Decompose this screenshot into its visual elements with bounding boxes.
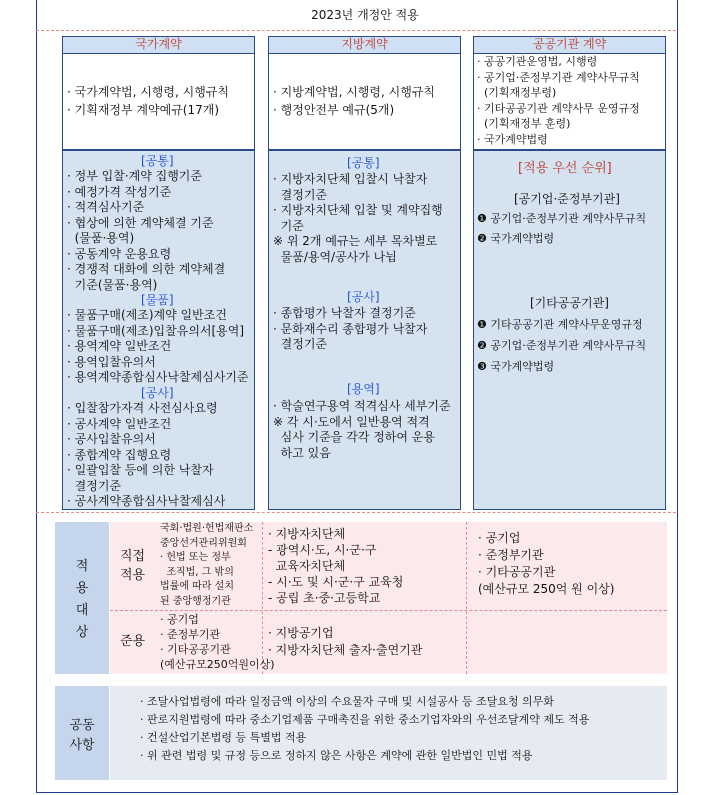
list-item: · 지방자치단체	[268, 527, 346, 541]
list-item: · 적격심사기준	[67, 200, 145, 214]
page-title: 2023년 개정안 적용	[311, 8, 419, 22]
list-item: (기획재정부 훈령)	[477, 117, 571, 130]
list-item: (물품·용역)	[67, 231, 135, 245]
divider	[36, 30, 676, 31]
list-item: · 판로지원법령에 따라 중소기업제품 구매촉진을 위한 중소기업자와의 우선조달계약 제도 적용	[140, 713, 590, 726]
list-item: · 기타공공기관	[160, 643, 231, 656]
list-item: · 지방공기업	[268, 626, 334, 640]
list-item: ❷ 공기업·준정부기관 계약사무규칙	[477, 339, 647, 352]
list-item: - 광역시·도, 시·군·구	[268, 543, 377, 557]
list-item: · 용역계약 일반조건	[67, 339, 172, 353]
scope-label: 적 용 대 상	[55, 522, 109, 674]
list-item: ❶ 공기업·준정부기관 계약사무규칙	[477, 212, 647, 225]
local-law-1: · 지방계약법, 시행령, 시행규칙	[273, 85, 435, 99]
local-laws-box	[268, 54, 461, 150]
list-item: · 일괄입찰 등에 의한 낙찰자	[67, 463, 214, 477]
list-item: · 기타공공기관 계약사무 운영규정	[477, 101, 640, 115]
list-item: 조직법, 그 밖의	[160, 566, 234, 578]
list-item: 물품/용역/공사가 나뉨	[273, 249, 397, 264]
list-item: · 공기업	[478, 531, 521, 545]
list-item: · 종합평가 낙찰자 결정기준	[273, 306, 416, 320]
list-item: · 지방자치단체 입찰 및 계약집행	[273, 203, 443, 217]
public-group1-title: [공기업·준정부기관]	[514, 192, 620, 206]
list-item: · 공공기관운영법, 시행령	[477, 55, 598, 68]
list-item: - 공립 초·중·고등학교	[268, 591, 381, 605]
list-item: 하고 있음	[273, 445, 331, 460]
list-item: · 입찰참가자격 사전심사요령	[67, 401, 218, 415]
list-item: 기준	[273, 218, 304, 233]
list-item: (예산규모 250억 원 이상)	[478, 582, 615, 596]
local-body	[268, 150, 461, 510]
national-goods-title: [물품]	[141, 293, 174, 307]
national-law-1: · 국가계약법, 시행령, 시행규칙	[67, 85, 229, 99]
public-priority-title: [적용 우선 순위]	[518, 161, 612, 176]
list-item: ※ 각 시·도에서 일반용역 적격	[273, 414, 430, 429]
scope-sublabel-area	[110, 522, 158, 674]
list-item: · 공사계약종합심사낙찰제심사	[67, 494, 226, 508]
public-header: 공공기관 계약	[473, 36, 666, 54]
list-item: · 국가계약법령	[477, 132, 548, 146]
national-common-title: [공통]	[141, 154, 174, 168]
list-item: ❸ 국가계약법령	[477, 360, 555, 373]
list-item: · 공사계약 일반조건	[67, 416, 172, 431]
list-item: · 경쟁적 대화에 의한 계약체결	[67, 262, 226, 276]
list-item: 교육자치단체	[268, 559, 346, 573]
list-item: ❷ 국가계약법령	[477, 232, 555, 245]
list-item: 심사 기준을 각각 정하여 운용	[273, 430, 435, 444]
divider	[36, 512, 676, 513]
direct-label: 직접 적용	[120, 549, 146, 583]
list-item: · 종합계약 집행요령	[67, 447, 172, 462]
list-item: ❶ 기타공공기관 계약사무운영규정	[477, 318, 643, 331]
list-item: · 물품구매(제조)입찰유의서[용역]	[67, 323, 245, 338]
list-item: · 공기업·준정부기관 계약사무규칙	[477, 70, 640, 84]
local-works-title: [공사]	[347, 290, 380, 304]
public-group2-title: [기타공공기관]	[530, 296, 609, 310]
national-laws-box	[62, 54, 255, 150]
local-service-title: [용역]	[347, 382, 380, 396]
local-header: 지방계약	[268, 36, 461, 54]
list-item: 중앙선거관리위원회	[160, 537, 247, 549]
common-label: 공동 사항	[55, 686, 109, 780]
list-item: - 시·도 및 시·군·구 교육청	[268, 575, 404, 589]
list-item: 국회·법원·헌법재판소	[160, 523, 254, 534]
list-item: · 지방자치단체 입찰시 낙찰자	[273, 172, 428, 186]
list-item: (예산규모250억원이상)	[160, 658, 275, 671]
list-item: · 공사입찰유의서	[67, 432, 156, 446]
list-item: 결정기준	[273, 337, 327, 351]
divider	[466, 522, 467, 674]
quasi-label: 준용	[120, 634, 146, 649]
national-works-title: [공사]	[141, 386, 174, 400]
list-item: 결정기준	[67, 478, 121, 493]
list-item: 결정기준	[273, 187, 327, 202]
list-item: · 건설산업기본법령 등 특별법 적용	[140, 731, 307, 744]
list-item: · 공동계약 운용요령	[67, 246, 172, 261]
list-item: · 용역입찰유의서	[67, 354, 156, 369]
list-item: · 물품구매(제조)계약 일반조건	[67, 308, 227, 322]
list-item: · 협상에 의한 계약체결 기준	[67, 215, 214, 230]
public-body	[473, 150, 666, 510]
list-item: · 문화재수리 종합평가 낙찰자	[273, 321, 428, 336]
list-item: · 위 관련 법령 및 규정 등으로 정하지 않은 사항은 계약에 관한 일반법인 민법 적용	[140, 749, 533, 762]
divider	[262, 522, 263, 674]
list-item: 기준(물품·용역)	[67, 277, 158, 292]
list-item: · 헌법 또는 정부	[160, 552, 231, 563]
list-item: · 조달사업법령에 따라 일정금액 이상의 수요물자 구매 및 시설공사 등 조달요청 의무화	[140, 695, 554, 708]
list-item: · 정부 입찰·계약 집행기준	[67, 169, 202, 183]
national-law-2: · 기획재정부 계약예규(17개)	[67, 103, 219, 117]
list-item: · 준정부기관	[160, 628, 221, 641]
local-law-2: · 행정안전부 예규(5개)	[273, 103, 395, 117]
list-item: (기획재정부령)	[477, 86, 557, 99]
national-body	[62, 150, 255, 510]
list-item: · 예정가격 작성기준	[67, 184, 172, 199]
list-item: · 기타공공기관	[478, 565, 556, 579]
local-common-title: [공통]	[347, 156, 380, 170]
list-item: · 준정부기관	[478, 548, 544, 562]
public-laws-box	[473, 54, 666, 150]
list-item: · 학술연구용역 적격심사 세부기준	[273, 399, 451, 413]
list-item: · 용역계약종합심사낙찰제심사기준	[67, 370, 249, 384]
list-item: · 지방자치단체 출자·출연기관	[268, 643, 423, 657]
list-item: · 공기업	[160, 613, 199, 626]
divider	[110, 610, 667, 611]
national-header: 국가계약	[62, 36, 255, 54]
list-item: 법률에 따라 설치	[160, 581, 234, 592]
list-item: ※ 위 2개 예규는 세부 목차별로	[273, 234, 438, 248]
list-item: 된 중앙행정기관	[160, 595, 231, 607]
